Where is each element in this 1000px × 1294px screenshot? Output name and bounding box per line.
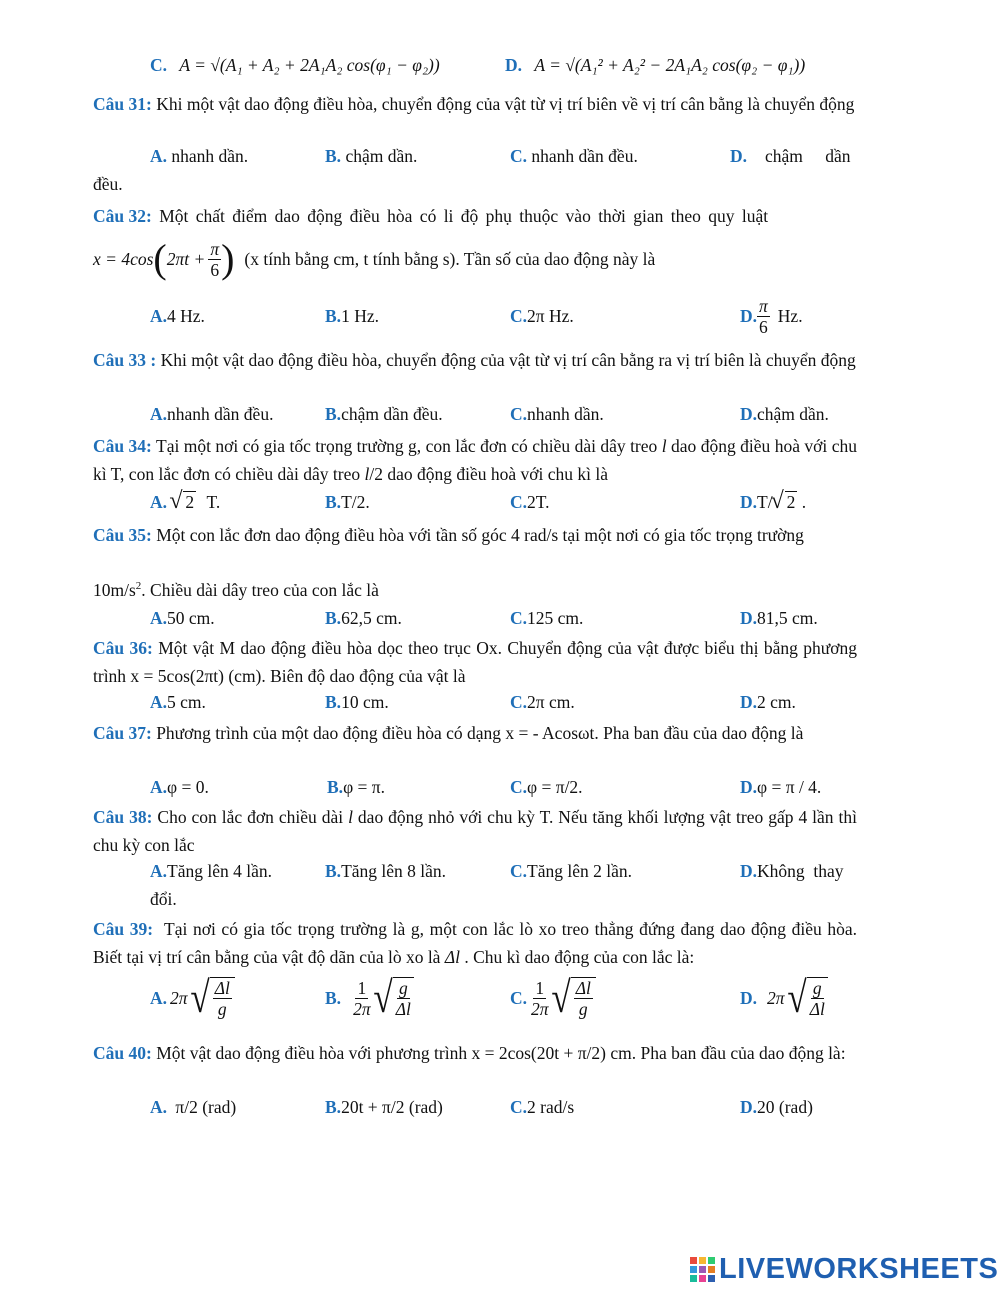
- q40-option-b[interactable]: B.20t + π/2 (rad): [325, 1097, 443, 1117]
- formula-d: A = √(A₁² + A₂² − 2A₁A₂ cos(φ₂ − φ₁)): [534, 55, 806, 75]
- q38-option-b[interactable]: B.Tăng lên 8 lần.: [325, 861, 447, 881]
- q33-option-c[interactable]: C.nhanh dần.: [510, 404, 604, 424]
- q39-option-b[interactable]: B. $\frac{1}{2\pi}$ √ $\frac{g}{\Delta l}$: [325, 976, 414, 1020]
- q30-option-d: [505, 55, 805, 76]
- q31-option-a[interactable]: A. nhanh dần.: [150, 146, 249, 166]
- formula-note: (x tính bằng cm, t tính bằng s). Tần số của dao động này là: [244, 248, 656, 269]
- q32-option-c[interactable]: C.2π Hz.: [510, 306, 574, 326]
- q36-option-c[interactable]: C.2π cm.: [510, 692, 575, 712]
- q35-option-b[interactable]: B.62,5 cm.: [325, 608, 402, 628]
- question-label: Câu 35:: [93, 525, 152, 545]
- option-label: D.: [505, 55, 523, 75]
- q37-option-d[interactable]: D.φ = π / 4.: [740, 777, 822, 797]
- formula-inner: 2πt +: [166, 248, 206, 269]
- q38-option-a[interactable]: A.Tăng lên 4 lần.: [150, 861, 272, 881]
- question-label: Câu 33 :: [93, 350, 157, 370]
- question-text: Một con lắc đơn dao động điều hòa với tần số góc 4 rad/s tại một nơi có gia tốc trọng trường: [151, 525, 804, 545]
- q36-option-d[interactable]: D.2 cm.: [740, 692, 796, 712]
- question-text: Một vật M dao động điều hòa dọc theo trục Ox. Chuyển động của vật được biểu thị bằng phương trình x = 5cos(2πt) (cm). Biên độ dao động của vật là: [93, 638, 857, 686]
- q40-option-d[interactable]: D.20 (rad): [740, 1097, 813, 1117]
- q37-option-c[interactable]: C.φ = π/2.: [510, 777, 583, 797]
- question-text: Một vật dao động điều hòa với phương trình x = 2cos(20t + π/2) cm. Pha ban đầu của dao động là:: [151, 1043, 846, 1063]
- q34-option-d[interactable]: D.T/√ 2 .: [740, 492, 806, 513]
- formula-prefix: x = 4cos: [93, 248, 154, 269]
- option-label: C.: [150, 55, 168, 75]
- question-label: Câu 39:: [93, 919, 154, 939]
- q33-option-a[interactable]: A.nhanh dần đều.: [150, 404, 274, 424]
- question-34: Câu 34: Tại một nơi có gia tốc trọng trường g, con lắc đơn có chiều dài dây treo l dao động điều hoà với chu kì T, con lắc đơn có chiều dài dây treo l/2 dao động điều hoà với chu kì là: [93, 436, 857, 484]
- question-32: [93, 202, 857, 230]
- q40-option-c[interactable]: C.2 rad/s: [510, 1097, 575, 1117]
- q37-option-b[interactable]: B.φ = π.: [327, 777, 385, 797]
- q38-option-c[interactable]: C.Tăng lên 2 lần.: [510, 861, 632, 881]
- q32-option-d[interactable]: D. $\frac{\pi}{6}$ Hz.: [740, 296, 803, 337]
- question-label: Câu 37:: [93, 723, 152, 743]
- question-31: [93, 90, 857, 118]
- q35-option-a[interactable]: A.50 cm.: [150, 608, 215, 628]
- question-label: Câu 40:: [93, 1043, 152, 1063]
- q33-option-d[interactable]: D.chậm dần.: [740, 404, 829, 424]
- question-text: Khi một vật dao động điều hòa, chuyển động của vật từ vị trí biên về vị trí cân bằng là chuyển động: [151, 94, 855, 114]
- q32-formula-line: x = 4cos ( 2πt + $\frac{\pi}{6}$ ) (x tính bằng cm, t tính bằng s). Tần số của dao động này là: [93, 236, 656, 281]
- q31-option-d[interactable]: D. chậm dần: [730, 146, 851, 166]
- q34-option-a[interactable]: A. √ 2 T.: [150, 492, 220, 513]
- q31-option-c[interactable]: C. nhanh dần đều.: [510, 146, 638, 166]
- q33-option-b[interactable]: B.chậm dần đều.: [325, 404, 443, 424]
- q30-option-c: [150, 55, 440, 76]
- formula-fraction: $\frac{\pi}{6}$: [210, 238, 220, 280]
- q31-option-b[interactable]: B. chậm dần.: [325, 146, 418, 166]
- question-35: [93, 521, 857, 549]
- q31-option-d-continued: đều.: [93, 174, 123, 194]
- question-label: Câu 34:: [93, 436, 152, 456]
- q32-option-b[interactable]: B.1 Hz.: [325, 306, 379, 326]
- question-37: [93, 719, 857, 747]
- question-text: Một chất điểm dao động điều hòa có li độ phụ thuộc vào thời gian theo quy luật: [151, 206, 769, 226]
- q35-option-c[interactable]: C.125 cm.: [510, 608, 584, 628]
- question-36: [93, 634, 857, 690]
- question-39: Câu 39: Tại nơi có gia tốc trọng trường là g, một con lắc lò xo treo thẳng đứng đang dao động điều hòa. Biết tại vị trí cân bằng của vật độ dãn của lò xo là Δl . Chu kì dao động của con lắc là:: [93, 919, 866, 967]
- logo-grid-icon: [690, 1257, 715, 1282]
- q34-option-c[interactable]: C.2T.: [510, 492, 550, 512]
- q36-option-a[interactable]: A.5 cm.: [150, 692, 206, 712]
- q35-option-d[interactable]: D.81,5 cm.: [740, 608, 818, 628]
- question-label: Câu 36:: [93, 638, 153, 658]
- liveworksheets-logo: [690, 1253, 998, 1286]
- q39-option-d[interactable]: D. 2π √ $\frac{g}{\Delta l}$: [740, 976, 828, 1020]
- q38-option-d[interactable]: D.Không thay: [740, 861, 844, 881]
- q32-option-a[interactable]: A.4 Hz.: [150, 306, 205, 326]
- question-40: [93, 1039, 857, 1067]
- q37-option-a[interactable]: A.φ = 0.: [150, 777, 209, 797]
- q34-option-b[interactable]: B.T/2.: [325, 492, 370, 512]
- question-33: [93, 346, 857, 374]
- q35-line2: $10m/s^2$. Chiều dài dây treo của con lắc là: [93, 580, 379, 600]
- question-text: Phương trình của một dao động điều hòa có dạng x = - Acosωt. Pha ban đầu của dao động là: [151, 723, 804, 743]
- q39-option-c[interactable]: C. $\frac{1}{2\pi}$ √ $\frac{\Delta l}{g}$: [510, 976, 596, 1020]
- question-text: Khi một vật dao động điều hòa, chuyển động của vật từ vị trí cân bằng ra vị trí biên là chuyển động: [156, 350, 856, 370]
- q40-option-a[interactable]: A. π/2 (rad): [150, 1097, 237, 1117]
- logo-text: LIVEWORKSHEETS: [719, 1253, 999, 1285]
- question-38: Câu 38: Cho con lắc đơn chiều dài l dao động nhỏ với chu kỳ T. Nếu tăng khối lượng vật treo gấp 4 lần thì chu kỳ con lắc: [93, 807, 857, 855]
- formula-c: A = √(A₁ + A₂ + 2A₁A₂ cos(φ₁ − φ₂)): [179, 55, 440, 75]
- q36-option-b[interactable]: B.10 cm.: [325, 692, 389, 712]
- question-label: Câu 31:: [93, 94, 152, 114]
- question-label: Câu 32:: [93, 206, 152, 226]
- question-label: Câu 38:: [93, 807, 153, 827]
- q39-option-a[interactable]: A. 2π √ $\frac{\Delta l}{g}$: [150, 976, 235, 1020]
- q38-option-d-continued: đổi.: [150, 889, 177, 909]
